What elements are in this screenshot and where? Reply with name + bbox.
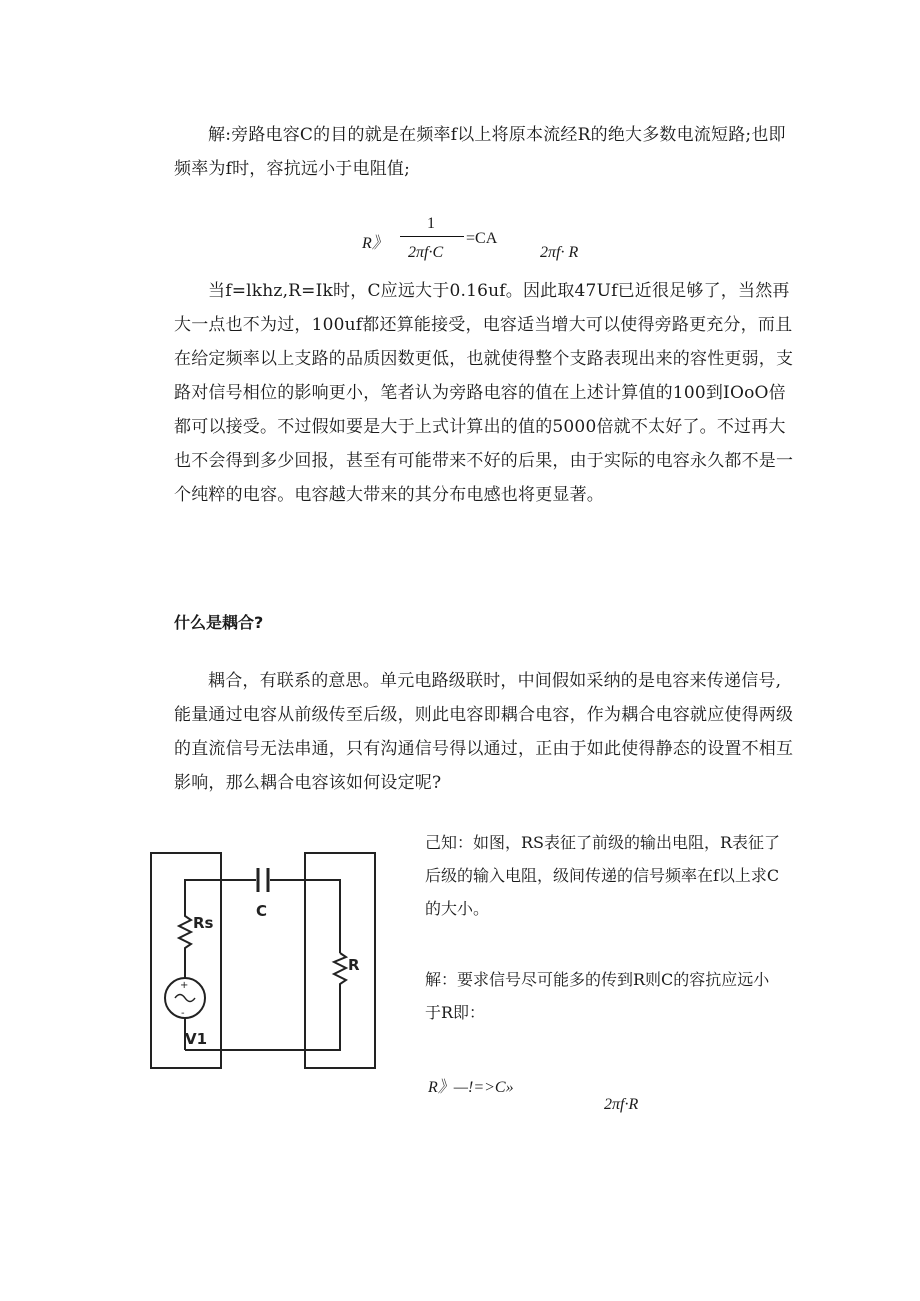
rs-label: Rs: [193, 914, 214, 932]
svg-text:+: +: [180, 980, 189, 991]
given-paragraph: 己知：如图，RS表征了前级的输出电阻，R表征了后级的输入电阻，级间传递的信号频率在f以上求C的大小。: [425, 833, 781, 918]
coupling-solution-paragraph: 解：要求信号尽可能多的传到R则C的容抗应远小于R即：: [425, 970, 770, 1022]
coupling-circuit-diagram: [148, 850, 380, 1075]
bypass-solution-paragraph: 解:旁路电容C的目的就是在频率f以上将原本流经R的绝大多数电流短路;也即频率为f时，容抗远小于电阻值;: [174, 125, 786, 179]
coupling-formula-lhs: R》—!=>C»: [428, 1079, 514, 1096]
formula-lhs: R》: [362, 235, 388, 252]
coupling-paragraph: 耦合，有联系的意思。单元电路级联时，中间假如采纳的是电容来传递信号,能量通过电容从前级传至后级，则此电容即耦合电容，作为耦合电容就应使得两级的直流信号无法串通，只有沟通信号得以通过，正由于如此使得静态的设置不相互影响，那么耦合电容该如何设定呢?: [174, 671, 794, 793]
coupling-formula-denominator: 2πf·R: [604, 1096, 639, 1113]
svg-text:-: -: [181, 1008, 185, 1019]
formula-rhs-denominator: 2πf· R: [540, 244, 579, 261]
bypass-explanation-paragraph: 当f=lkhz,R=Ik时，C应远大于0.16uf。因此取47Uf已近很足够了，当然再大一点也不为过，100uf都还算能接受，电容适当增大可以使得旁路更充分，而且在给定频率以上支路的品质因数更低，也就使得整个支路表现出来的容性更弱，支路对信号相位的影响更小，笔者认为旁路电容的值在上述计算值的100到IOoO倍都可以接受。不过假如要是大于上式计算出的值的5000倍就不太好了。不过再大也不会得到多少回报，甚至有可能带来不好的后果，由于实际的电容永久都不是一个纯粹的电容。电容越大带来的其分布电感也将更显著。: [174, 281, 794, 505]
r-label: R: [348, 956, 360, 974]
rs-resistor-symbol: [179, 912, 191, 978]
fraction-bar: [400, 236, 464, 237]
formula-numerator: 1: [427, 215, 435, 232]
formula-rhs: =CA: [466, 230, 498, 247]
v1-label: V1: [185, 1030, 208, 1048]
formula-denominator: 2πf·C: [408, 244, 444, 261]
coupling-heading: 什么是耦合?: [174, 613, 264, 632]
capacitor-label: C: [256, 902, 268, 920]
r-resistor-symbol: [334, 953, 346, 987]
